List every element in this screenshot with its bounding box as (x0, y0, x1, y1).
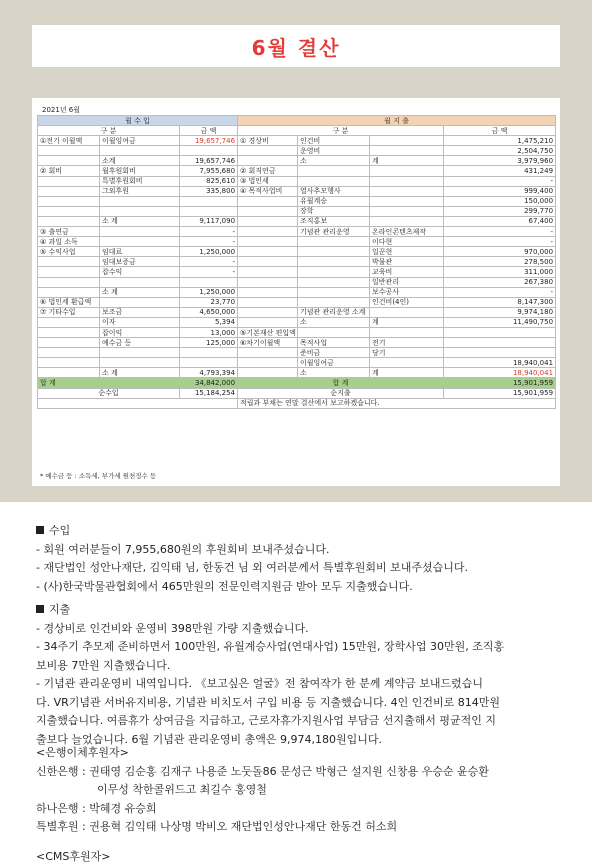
net-row (38, 388, 556, 398)
table-cell: 이월잉여금 (298, 358, 370, 368)
table-cell: ③ 출연금 (38, 227, 100, 237)
expense-section (36, 601, 504, 749)
table-cell (238, 227, 298, 237)
table-cell (238, 277, 298, 287)
table-cell: 준비금 (298, 348, 370, 358)
table-cell (238, 196, 298, 206)
table-cell: - (180, 257, 238, 267)
table-cell: 9,117,090 (180, 216, 238, 226)
donor-section (36, 744, 489, 866)
settlement-sheet (32, 98, 560, 486)
table-cell (298, 247, 370, 257)
table-cell (238, 348, 298, 358)
table-cell (370, 358, 444, 368)
square-bullet-icon (36, 605, 44, 613)
table-header-row (38, 116, 556, 126)
table-cell: 잡이익 (100, 327, 180, 337)
table-cell: 소 (298, 368, 370, 378)
income-line: - 회원 여러분들이 7,955,680원의 후원회비 보내주셨습니다. (36, 542, 330, 556)
table-cell (238, 206, 298, 216)
table-cell (370, 186, 444, 196)
income-section (36, 522, 468, 596)
table-cell (444, 338, 556, 348)
total-label-expense: 합 계 (238, 378, 444, 388)
table-cell: 유월계승 (298, 196, 370, 206)
table-cell (238, 146, 298, 156)
table-row (38, 216, 556, 226)
table-cell (38, 358, 100, 368)
total-label-income: 합 계 (38, 378, 180, 388)
table-cell: 기념관 관리운영 (298, 227, 370, 237)
table-row (38, 247, 556, 257)
table-row (38, 368, 556, 378)
table-cell: 소 (298, 317, 370, 327)
table-cell: 4,650,000 (180, 307, 238, 317)
table-row (38, 196, 556, 206)
table-cell: 4,793,394 (180, 368, 238, 378)
table-cell: 계 (370, 317, 444, 327)
table-cell (38, 267, 100, 277)
expense-line: - 기념관 관리운영비 내역입니다. 《보고싶은 얼굴》전 참여작가 한 분께 계약금 보내드렸습니 (36, 677, 483, 690)
table-cell: 보조금 (100, 307, 180, 317)
table-row (38, 307, 556, 317)
table-cell: 일반관리 (370, 277, 444, 287)
table-cell (238, 287, 298, 297)
table-row (38, 277, 556, 287)
table-cell (100, 358, 180, 368)
table-cell: 소 (298, 156, 370, 166)
table-cell (238, 247, 298, 257)
table-cell (38, 338, 100, 348)
table-row (38, 317, 556, 327)
table-cell: 431,249 (444, 166, 556, 176)
table-row (38, 287, 556, 297)
table-cell (100, 227, 180, 237)
table-subheader-row (38, 126, 556, 136)
table-cell: 전기 (370, 338, 444, 348)
donor-hana: 하나은행 : 박혜경 유승희 (36, 801, 157, 815)
report-note: 적립과 부채는 연말 결산에서 보고하겠습니다. (238, 398, 556, 408)
income-col-gubun: 구 분 (38, 126, 180, 136)
table-cell: - (180, 237, 238, 247)
table-cell: 5,394 (180, 317, 238, 327)
table-cell (298, 166, 370, 176)
table-cell: 임대보증금 (100, 257, 180, 267)
table-cell (238, 368, 298, 378)
table-cell: 150,000 (444, 196, 556, 206)
expense-col-amount: 금 액 (444, 126, 556, 136)
table-cell: 970,000 (444, 247, 556, 257)
table-cell (298, 267, 370, 277)
table-cell: ⑥차기이월액 (238, 338, 298, 348)
table-cell: 운영비 (298, 146, 370, 156)
table-cell (238, 297, 298, 307)
table-cell (238, 307, 298, 317)
expense-line: - 34주기 추모제 준비하면서 100만원, 유월계승사업(연대사업) 15만원, 장학사업 30만원, 조직홍 (36, 640, 505, 653)
table-cell (180, 348, 238, 358)
table-row (38, 348, 556, 358)
table-cell (38, 186, 100, 196)
table-cell (100, 348, 180, 358)
table-cell: 조직홍보 (298, 216, 370, 226)
expense-line: 지출했습니다. 여름휴가 상여금을 지급하고, 근로자휴가지원사업 부담금 선지출해서 평균적인 지 (36, 714, 497, 727)
table-cell: - (180, 227, 238, 237)
expense-line: 보비용 7만원 지출했습니다. (36, 658, 171, 672)
table-cell (370, 196, 444, 206)
donor-shinhan: 신한은행 : 권태영 김순홍 김재구 나용준 노둣돌86 문성근 박형근 설지원 신창용 우승순 윤승환 (36, 764, 489, 778)
table-cell (370, 216, 444, 226)
income-col-amount: 금 액 (180, 126, 238, 136)
table-cell: 소계 (100, 156, 180, 166)
settlement-table (37, 115, 556, 409)
net-expense-label: 순지출 (238, 388, 444, 398)
expense-heading: 지출 (36, 601, 504, 620)
table-cell: 1,250,000 (180, 287, 238, 297)
table-cell: 박물관 (370, 257, 444, 267)
table-cell (38, 156, 100, 166)
table-cell (298, 237, 370, 247)
table-cell: 소 계 (100, 287, 180, 297)
total-expense: 15,901,959 (444, 378, 556, 388)
table-cell: 일꾼현 (370, 247, 444, 257)
table-cell: ①전기 이월액 (38, 136, 100, 146)
table-row (38, 186, 556, 196)
expense-line: - 경상비로 인건비와 운영비 398만원 가량 지출했습니다. (36, 621, 309, 635)
table-cell (298, 297, 370, 307)
table-row (38, 257, 556, 267)
table-cell: 1,475,210 (444, 136, 556, 146)
table-cell: 7,955,680 (180, 166, 238, 176)
donor-shinhan-cont: 이무성 착한콜위드고 최길수 홍영철 (97, 783, 267, 796)
table-cell (100, 196, 180, 206)
table-cell: 소 계 (100, 216, 180, 226)
table-cell: 이다현 (370, 237, 444, 247)
table-cell: ⑤ 수익사업 (38, 247, 100, 257)
table-cell (38, 257, 100, 267)
table-cell (298, 176, 370, 186)
table-cell: ⑥ 법인세 환급액 (38, 297, 100, 307)
table-cell (444, 327, 556, 337)
table-cell (100, 206, 180, 216)
donor-special: 특별후원 : 권용혁 김익태 나상명 박비오 재단법인성안나재단 한동건 허소희 (36, 820, 398, 833)
table-cell: - (444, 227, 556, 237)
table-cell: 월후원회비 (100, 166, 180, 176)
footnote: * 예수금 등 : 소득세, 부가세 원천징수 등 (40, 472, 157, 480)
square-bullet-icon (36, 526, 44, 534)
table-row (38, 327, 556, 337)
table-cell: 교육비 (370, 267, 444, 277)
table-cell: 13,000 (180, 327, 238, 337)
table-cell: 267,380 (444, 277, 556, 287)
table-cell (38, 348, 100, 358)
table-cell (38, 368, 100, 378)
table-cell: 67,400 (444, 216, 556, 226)
table-cell: ⑦ 기타수입 (38, 307, 100, 317)
table-cell: 당기 (370, 348, 444, 358)
table-cell: ⑤기본재산 편입액 (238, 327, 298, 337)
table-cell: ④ 목적사업비 (238, 186, 298, 196)
income-line: - 재단법인 성안나재단, 김익태 님, 한동건 님 외 여러분께서 특별후원회비 보내주셨습니다. (36, 561, 468, 574)
table-cell (180, 196, 238, 206)
net-income: 15,184,254 (180, 388, 238, 398)
table-cell (238, 237, 298, 247)
table-cell (238, 156, 298, 166)
table-cell: 3,979,960 (444, 156, 556, 166)
table-cell: 장학 (298, 206, 370, 216)
table-row (38, 338, 556, 348)
expense-line: 다. VR기념관 서버유지비용, 기념관 비치도서 구입 비용 등 지출했습니다. 4인 인건비로 814만원 (36, 695, 501, 709)
table-cell: 특별후원회비 (100, 176, 180, 186)
table-cell (298, 277, 370, 287)
table-cell: 잡수익 (100, 267, 180, 277)
table-cell (444, 348, 556, 358)
table-cell: 임대료 (100, 247, 180, 257)
table-cell (38, 216, 100, 226)
total-row (38, 378, 556, 388)
table-cell: 11,490,750 (444, 317, 556, 327)
table-cell: - (444, 287, 556, 297)
table-cell: 계 (370, 156, 444, 166)
table-cell: 이월잉여금 (100, 136, 180, 146)
table-cell (38, 287, 100, 297)
net-income-label: 순수입 (38, 388, 180, 398)
table-cell (38, 317, 100, 327)
sheet-year: 2021년 6월 (42, 106, 81, 114)
table-cell: 9,974,180 (444, 307, 556, 317)
table-cell (38, 277, 100, 287)
table-cell (180, 146, 238, 156)
table-row (38, 136, 556, 146)
table-cell: 278,500 (444, 257, 556, 267)
table-row (38, 267, 556, 277)
table-cell: 인건비 (298, 136, 370, 146)
table-cell (38, 176, 100, 186)
table-row (38, 237, 556, 247)
table-cell (180, 206, 238, 216)
table-cell (38, 327, 100, 337)
table-cell: 335,800 (180, 186, 238, 196)
table-row (38, 166, 556, 176)
income-line: - (사)한국박물관협회에서 465만원의 전문인력지원금 받아 모두 지출했습니다. (36, 579, 413, 593)
net-expense: 15,901,959 (444, 388, 556, 398)
table-cell (370, 206, 444, 216)
table-cell: 그외후원 (100, 186, 180, 196)
table-cell: 1,250,000 (180, 247, 238, 257)
table-cell: - (444, 176, 556, 186)
table-cell (370, 136, 444, 146)
expense-line: 출보다 늘었습니다. 6월 기념관 관리운영비 총액은 9,974,180원입니다. (36, 732, 382, 746)
total-income: 34,842,000 (180, 378, 238, 388)
table-cell: ① 경상비 (238, 136, 298, 146)
report-note-row (38, 398, 556, 408)
table-cell (38, 206, 100, 216)
table-cell (238, 257, 298, 267)
table-cell: ③ 법인세 (238, 176, 298, 186)
table-cell: 19,657,746 (180, 156, 238, 166)
table-cell: 2,504,750 (444, 146, 556, 156)
table-cell: 18,940,041 (444, 368, 556, 378)
table-cell (370, 307, 444, 317)
table-cell: 18,940,041 (444, 358, 556, 368)
table-row (38, 176, 556, 186)
table-cell (370, 166, 444, 176)
table-cell: 기념관 관리운영 소계 (298, 307, 370, 317)
table-cell (180, 277, 238, 287)
table-cell: 19,657,746 (180, 136, 238, 146)
table-cell: 보수공사 (370, 287, 444, 297)
table-row (38, 297, 556, 307)
page-title: 6월 결산 (251, 35, 341, 60)
table-cell: - (444, 237, 556, 247)
table-cell (238, 358, 298, 368)
table-cell: 999,400 (444, 186, 556, 196)
table-cell (38, 146, 100, 156)
table-cell: 125,000 (180, 338, 238, 348)
table-row (38, 156, 556, 166)
table-cell: 8,147,300 (444, 297, 556, 307)
title-box (32, 25, 560, 67)
table-cell (238, 267, 298, 277)
table-row (38, 358, 556, 368)
donor-heading: <은행이체후원자> (36, 746, 129, 759)
table-cell (298, 287, 370, 297)
table-cell: - (180, 267, 238, 277)
table-cell: ④ 과일 소득 (38, 237, 100, 247)
table-cell (238, 317, 298, 327)
table-cell (100, 146, 180, 156)
table-cell (370, 146, 444, 156)
table-cell: ② 회직연금 (238, 166, 298, 176)
table-cell: 825,610 (180, 176, 238, 186)
table-cell (38, 196, 100, 206)
table-cell (180, 358, 238, 368)
table-row (38, 206, 556, 216)
expense-col-gubun: 구 분 (238, 126, 444, 136)
table-cell: 23,770 (180, 297, 238, 307)
table-cell (370, 176, 444, 186)
table-cell: 열사추모행사 (298, 186, 370, 196)
table-cell (298, 257, 370, 267)
income-header: 월 수 입 (38, 116, 238, 126)
income-heading: 수입 (36, 522, 468, 541)
table-cell: 311,000 (444, 267, 556, 277)
table-cell: 예수금 등 (100, 338, 180, 348)
table-cell (298, 327, 370, 337)
table-cell: 온라인콘텐츠제작 (370, 227, 444, 237)
table-cell (100, 237, 180, 247)
table-cell: 목적사업 (298, 338, 370, 348)
table-row (38, 146, 556, 156)
table-cell: 299,770 (444, 206, 556, 216)
table-cell (238, 216, 298, 226)
table-cell (100, 297, 180, 307)
table-cell: 계 (370, 368, 444, 378)
expense-header: 월 지 출 (238, 116, 556, 126)
table-row (38, 227, 556, 237)
cms-heading: <CMS후원자> (36, 849, 111, 863)
table-cell (100, 277, 180, 287)
table-cell (370, 327, 444, 337)
table-cell: ② 회비 (38, 166, 100, 176)
table-cell: 이자 (100, 317, 180, 327)
table-cell: 인건비(4인) (370, 297, 444, 307)
table-cell: 소 계 (100, 368, 180, 378)
